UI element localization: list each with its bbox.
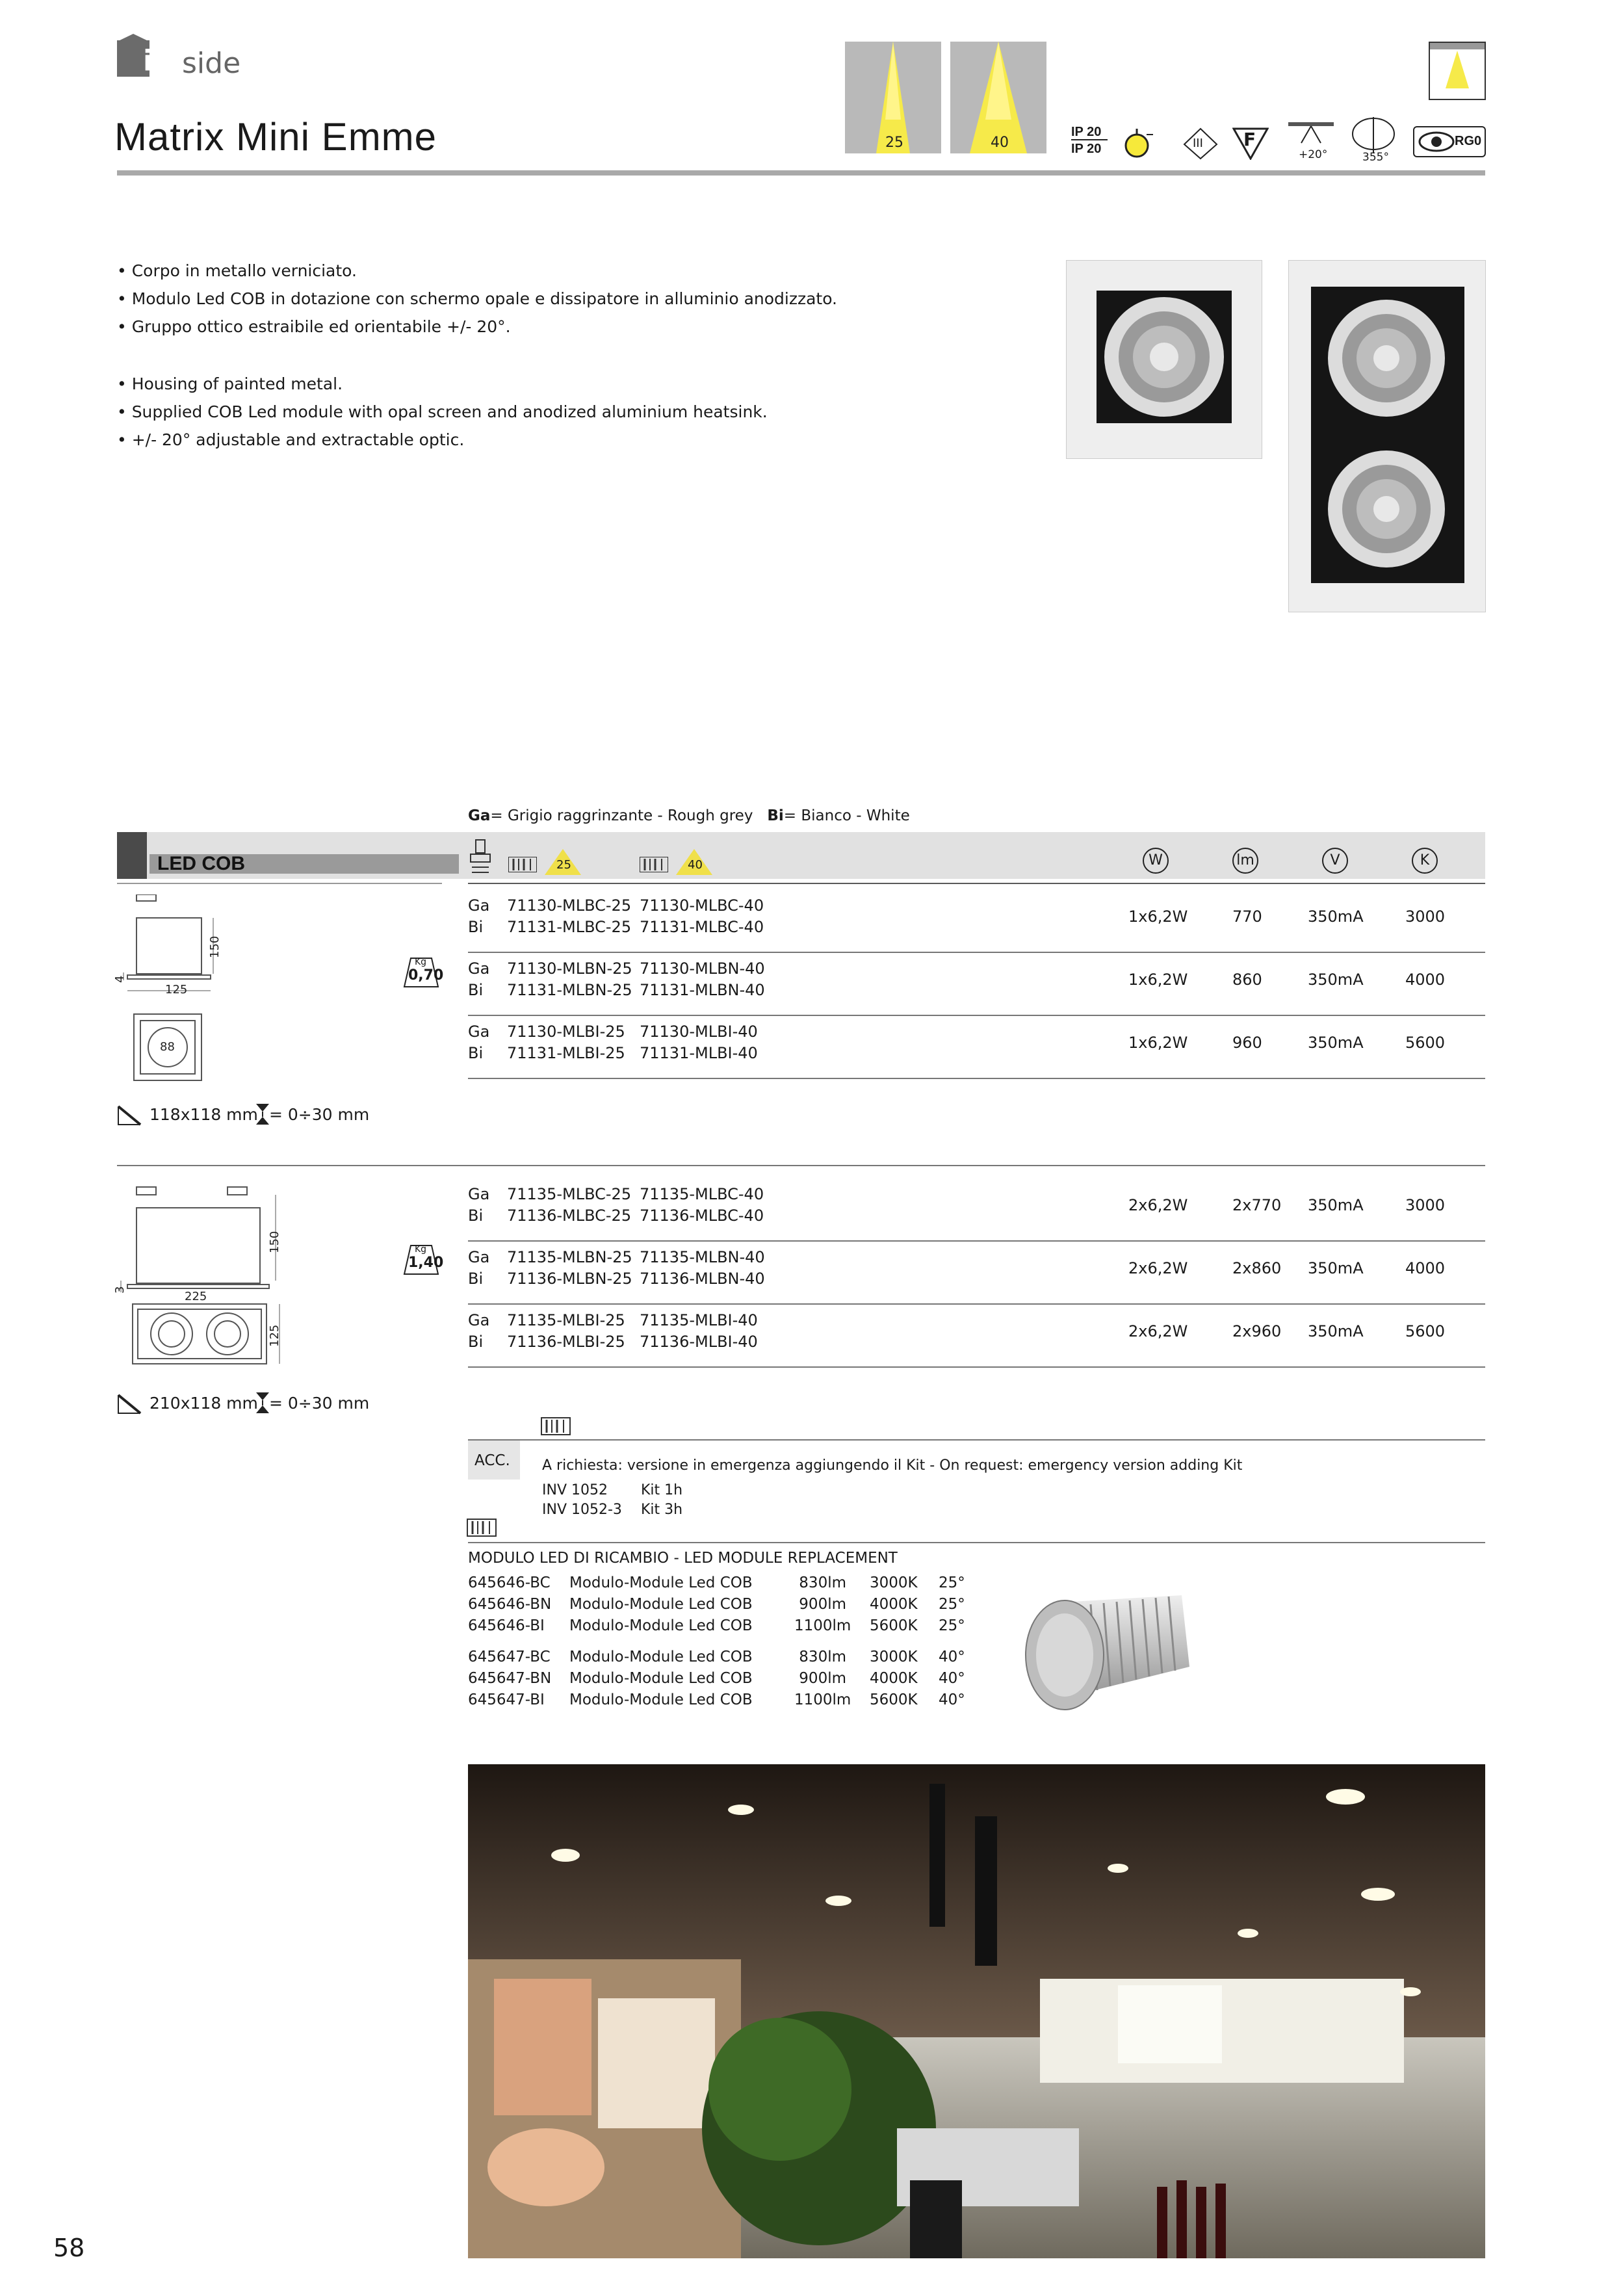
p2-dim-depth: 3 [113, 1286, 127, 1294]
eye-icon [1418, 131, 1455, 152]
weight-icon-1 [403, 956, 444, 989]
section-marker [117, 832, 147, 879]
row-code-40: 71131-MLBN-40 [640, 981, 765, 999]
repl-angle: 40° [939, 1670, 965, 1687]
p1-dim-width: 125 [165, 983, 188, 997]
p1-dim-depth: 4 [113, 975, 127, 983]
repl-code: 645647-BN [468, 1670, 552, 1687]
repl-code: 645646-BC [468, 1574, 551, 1591]
desc-en-1: • Housing of painted metal. [117, 374, 343, 393]
row-code-25: 71135-MLBN-25 [507, 1248, 632, 1266]
row-rule [468, 952, 1485, 953]
row-kelvin: 4000 [1405, 971, 1446, 989]
row-code-25: 71135-MLBI-25 [507, 1311, 625, 1329]
beam-40-col-label: 40 [688, 858, 703, 872]
tilt-label: +20° [1299, 148, 1328, 161]
weight-value-2: 1,40 [408, 1255, 444, 1271]
row-code-40: 71135-MLBI-40 [640, 1311, 758, 1329]
watt-icon: W [1143, 848, 1169, 874]
row-lumen: 960 [1232, 1034, 1262, 1052]
p2-dim-side: 125 [268, 1324, 281, 1347]
row-finish: Ga [468, 1248, 490, 1266]
f-mark-icon [1232, 127, 1269, 160]
row-code-40: 71135-MLBC-40 [640, 1185, 764, 1203]
section-label: LED COB [149, 854, 459, 874]
cutout-size-2: 210x118 mm [149, 1394, 258, 1413]
repl-lumen: 830lm [799, 1574, 846, 1591]
voltage-icon: V [1322, 848, 1348, 874]
legend-bi-key: Bi [767, 807, 784, 824]
row-watt: 1x6,2W [1128, 971, 1188, 989]
repl-desc: Modulo-Module Led COB [569, 1691, 753, 1708]
cutout-icon-2 [117, 1391, 143, 1415]
row-code-25: 71131-MLBN-25 [507, 981, 632, 999]
row-finish: Ga [468, 1023, 490, 1041]
row-watt: 1x6,2W [1128, 1034, 1188, 1052]
row-lumen: 770 [1232, 907, 1262, 926]
cutout-icon-1 [117, 1102, 143, 1126]
p2-dim-height: 150 [268, 1231, 281, 1253]
desc-it-2: • Modulo Led COB in dotazione con schermo opale e dissipatore in alluminio anodizzato. [117, 289, 838, 308]
class-iii-icon [1183, 127, 1218, 160]
repl-rule [468, 1542, 1485, 1543]
p2-dim-width: 225 [185, 1290, 207, 1303]
acc-item-1-code: INV 1052 [542, 1482, 608, 1498]
section-header-bar [117, 832, 1485, 879]
row-kelvin: 4000 [1405, 1259, 1446, 1277]
legend-ga-text: = Grigio raggrinzante - Rough grey [490, 807, 753, 824]
row-finish: Ga [468, 896, 490, 915]
repl-lumen: 1100lm [794, 1691, 851, 1708]
row-watt: 2x6,2W [1128, 1259, 1188, 1277]
ip-divider [1071, 139, 1108, 140]
row-code-40: 71131-MLBI-40 [640, 1044, 758, 1062]
f-mark-label: F [1243, 129, 1256, 150]
row-rule [468, 1303, 1485, 1305]
weight-unit-1: Kg [415, 957, 427, 967]
product-photo-double [1288, 260, 1486, 612]
repl-desc: Modulo-Module Led COB [569, 1596, 753, 1613]
row-kelvin: 5600 [1405, 1322, 1446, 1340]
weight-icon-2 [403, 1243, 444, 1277]
led-module-photo [1019, 1582, 1195, 1732]
p1-dim-inner: 88 [160, 1040, 175, 1054]
product2-drawing [113, 1183, 295, 1372]
row-code-40: 71131-MLBC-40 [640, 918, 764, 936]
ip-rating-1: IP 20 [1071, 125, 1102, 139]
legend-bi-text: = Bianco - White [783, 807, 910, 824]
repl-lumen: 900lm [799, 1596, 846, 1613]
row-finish: Bi [468, 1333, 484, 1351]
beam-25-col-label: 25 [556, 858, 571, 872]
p1-dim-height: 150 [208, 935, 222, 958]
class-iii-label: III [1193, 137, 1203, 150]
row-code-40: 71136-MLBI-40 [640, 1333, 758, 1351]
row-rule [468, 1240, 1485, 1242]
repl-angle: 25° [939, 1617, 965, 1634]
beam-25-label: 25 [885, 135, 903, 151]
acc-item-2-desc: Kit 3h [641, 1502, 683, 1518]
product-photo-single [1066, 260, 1262, 459]
repl-barcode-icon [467, 1519, 497, 1537]
tilt-icon [1288, 121, 1334, 163]
ip-rating-2: IP 20 [1071, 142, 1102, 156]
ceiling-thickness-icon-2 [255, 1391, 270, 1415]
ceiling-thickness-2: = 0÷30 mm [269, 1394, 370, 1413]
row-code-25: 71130-MLBI-25 [507, 1023, 625, 1041]
row-code-25: 71136-MLBN-25 [507, 1270, 632, 1288]
row-current: 350mA [1308, 971, 1364, 989]
row-current: 350mA [1308, 1196, 1364, 1214]
row-code-40: 71130-MLBC-40 [640, 896, 764, 915]
row-current: 350mA [1308, 1322, 1364, 1340]
repl-code: 645647-BI [468, 1691, 545, 1708]
row-code-40: 71130-MLBI-40 [640, 1023, 758, 1041]
product1-drawing [113, 894, 286, 1096]
repl-kelvin: 3000K [870, 1649, 918, 1665]
barcode-icon-40 [640, 857, 668, 872]
rotation-label: 355° [1362, 151, 1389, 164]
driver-icon [469, 839, 491, 875]
repl-code: 645646-BN [468, 1596, 552, 1613]
repl-desc: Modulo-Module Led COB [569, 1649, 753, 1665]
row-rule [468, 1366, 1485, 1368]
repl-kelvin: 3000K [870, 1574, 918, 1591]
desc-en-2: • Supplied COB Led module with opal screen and anodized aluminium heatsink. [117, 402, 768, 421]
row-code-40: 71136-MLBC-40 [640, 1207, 764, 1225]
beam-40-tile [950, 42, 1046, 153]
finish-legend [468, 805, 910, 827]
section-left-rule [117, 883, 442, 884]
acc-barcode-icon [541, 1417, 571, 1435]
page-number: 58 [53, 2234, 85, 2262]
row-kelvin: 3000 [1405, 907, 1446, 926]
repl-angle: 40° [939, 1649, 965, 1665]
repl-kelvin: 4000K [870, 1670, 918, 1687]
row-rule [468, 1078, 1485, 1079]
row-current: 350mA [1308, 1259, 1364, 1277]
row-finish: Ga [468, 959, 490, 978]
risk-group-badge [1413, 126, 1486, 157]
row-finish: Ga [468, 1311, 490, 1329]
lumen-icon: lm [1232, 848, 1258, 874]
row-code-40: 71136-MLBN-40 [640, 1270, 765, 1288]
row-lumen: 2x860 [1232, 1259, 1282, 1277]
legend-ga-key: Ga [468, 807, 491, 824]
repl-title: MODULO LED DI RICAMBIO - LED MODULE REPLACEMENT [468, 1550, 898, 1567]
kelvin-icon: K [1412, 848, 1438, 874]
ceiling-thickness-icon-1 [255, 1102, 270, 1126]
row-lumen: 860 [1232, 971, 1262, 989]
risk-group-label: RG0 [1455, 134, 1482, 148]
acc-item-1-desc: Kit 1h [641, 1482, 683, 1498]
header-rule [117, 170, 1485, 176]
row-code-25: 71136-MLBC-25 [507, 1207, 632, 1225]
repl-desc: Modulo-Module Led COB [569, 1574, 753, 1591]
acc-label-box [468, 1441, 520, 1480]
barcode-icon-25 [508, 857, 537, 872]
row-finish: Bi [468, 981, 484, 999]
acc-item-2-code: INV 1052-3 [542, 1502, 622, 1518]
row-watt: 1x6,2W [1128, 907, 1188, 926]
row-code-25: 71131-MLBC-25 [507, 918, 632, 936]
repl-code: 645646-BI [468, 1617, 545, 1634]
row-finish: Bi [468, 1270, 484, 1288]
repl-kelvin: 4000K [870, 1596, 918, 1613]
repl-kelvin: 5600K [870, 1691, 918, 1708]
repl-code: 645647-BC [468, 1649, 551, 1665]
desc-en-3: • +/- 20° adjustable and extractable optic. [117, 430, 465, 449]
repl-lumen: 900lm [799, 1670, 846, 1687]
row-lumen: 2x960 [1232, 1322, 1282, 1340]
beam-40-label: 40 [991, 135, 1009, 151]
row-rule [468, 1015, 1485, 1016]
row-current: 350mA [1308, 1034, 1364, 1052]
acc-label: ACC. [474, 1452, 510, 1469]
repl-kelvin: 5600K [870, 1617, 918, 1634]
row-watt: 2x6,2W [1128, 1322, 1188, 1340]
row-code-25: 71130-MLBN-25 [507, 959, 632, 978]
bulb-icon [1123, 127, 1153, 160]
repl-angle: 40° [939, 1691, 965, 1708]
acc-note: A richiesta: versione in emergenza aggiungendo il Kit - On request: emergency version adding Kit [542, 1457, 1243, 1474]
repl-angle: 25° [939, 1574, 965, 1591]
page-title: Matrix Mini Emme [114, 115, 437, 159]
row-code-25: 71135-MLBC-25 [507, 1185, 632, 1203]
weight-value-1: 0,70 [408, 967, 444, 984]
recessed-icon [1429, 42, 1486, 100]
repl-lumen: 830lm [799, 1649, 846, 1665]
rotation-icon [1351, 117, 1396, 165]
beam-25-tile [845, 42, 941, 153]
row-code-25: 71136-MLBI-25 [507, 1333, 625, 1351]
row-watt: 2x6,2W [1128, 1196, 1188, 1214]
row-lumen: 2x770 [1232, 1196, 1282, 1214]
row-finish: Bi [468, 1207, 484, 1225]
cutout-size-1: 118x118 mm [149, 1105, 258, 1124]
acc-rule [468, 1439, 1485, 1441]
logo-side: side [182, 47, 241, 80]
row-code-40: 71130-MLBN-40 [640, 959, 765, 978]
row-code-25: 71130-MLBC-25 [507, 896, 632, 915]
row-code-40: 71135-MLBN-40 [640, 1248, 765, 1266]
row-code-25: 71131-MLBI-25 [507, 1044, 625, 1062]
row-finish: Bi [468, 918, 484, 936]
repl-angle: 25° [939, 1596, 965, 1613]
logo-in: in [143, 44, 174, 77]
repl-desc: Modulo-Module Led COB [569, 1617, 753, 1634]
repl-lumen: 1100lm [794, 1617, 851, 1634]
table-rule-top [468, 883, 1485, 884]
repl-desc: Modulo-Module Led COB [569, 1670, 753, 1687]
row-finish: Ga [468, 1185, 490, 1203]
row-kelvin: 5600 [1405, 1034, 1446, 1052]
installation-photo [468, 1764, 1485, 2258]
weight-unit-2: Kg [415, 1244, 427, 1255]
row-finish: Bi [468, 1044, 484, 1062]
product2-top-rule [117, 1165, 1485, 1166]
row-kelvin: 3000 [1405, 1196, 1446, 1214]
ceiling-thickness-1: = 0÷30 mm [269, 1105, 370, 1124]
desc-it-1: • Corpo in metallo verniciato. [117, 261, 357, 280]
desc-it-3: • Gruppo ottico estraibile ed orientabile +/- 20°. [117, 317, 511, 336]
row-current: 350mA [1308, 907, 1364, 926]
